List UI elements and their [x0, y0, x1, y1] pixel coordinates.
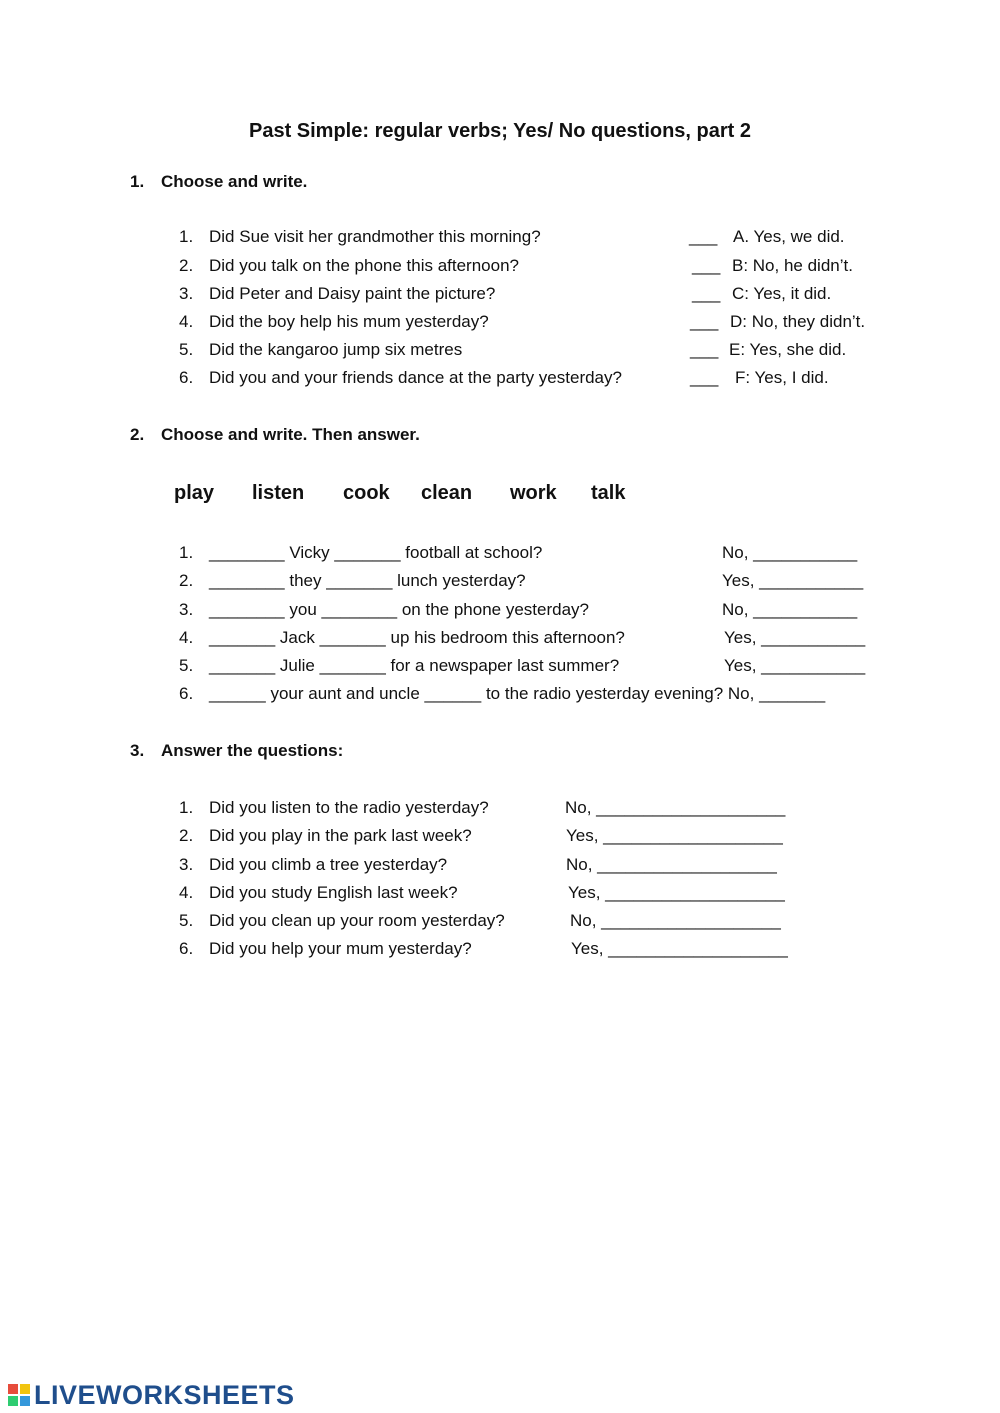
- answer-blank[interactable]: Yes, ___________: [722, 571, 864, 590]
- match-blank[interactable]: ___: [690, 368, 719, 387]
- word-bank-item: cook: [343, 482, 390, 504]
- word-bank-item: clean: [421, 482, 473, 504]
- answer-blank[interactable]: Yes, ___________: [724, 656, 866, 675]
- worksheet-page: Past Simple: regular verbs; Yes/ No questions, part 2 1. Choose and write. 1. Did Sue visit her grandmother this morning? ___ A. Yes, we did. 2. Did you talk on the phone this afternoon? ___ B: No, he didn’t. 3. Did Peter and Daisy paint the picture? ___ C: Yes, it did. 4. Did the boy help his mum yesterday? ___ D: No, they didn’t. 5. Did the kangaroo jump six metres ___ E: Yes, she did. 6. Did you and your friends dance at the party yesterday? ___ F: Yes, I did. 2. Choose and write. Then answer. play listen cook clean work talk 1. ________ Vicky _______ football at school? No, ___________ 2. ________ they _______ lunch yesterday? Yes, ___________ 3. ________ you ________ on the phone yesterday? No, ___________ 4. _______ Jack _______ up his bedroom this afternoon? Yes, ___________ 5. _______ Julie _______ for a newspaper last summer? Yes, ___________ 6. ______ your aunt and uncle ______ to the radio yesterday evening? No, _______ 3. Answer the questions: 1. Did you listen to the radio yesterday? No, ____________________ 2. Did you play in the park last week? Yes, ___________________ 3. Did you climb a tree yesterday? No, ___________________ 4. Did you study English last week? Yes, ___________________ 5. Did you clean up your room yesterday? No, ___________________ 6. Did you help your mum yesterday? Yes, ___________________ LIVEWORKSHEETS: [0, 0, 1000, 1413]
- answer-option: A. Yes, we did.: [733, 227, 845, 246]
- answer-blank[interactable]: Yes, ___________________: [571, 939, 788, 958]
- logo-blocks-icon: [8, 1384, 30, 1406]
- answer-blank[interactable]: Yes, ___________________: [566, 826, 783, 845]
- answer-blank[interactable]: No, ___________________: [566, 855, 777, 874]
- match-blank[interactable]: ___: [689, 227, 718, 246]
- answer-blank[interactable]: No, ___________________: [570, 911, 781, 930]
- section-2-title: Choose and write. Then answer.: [161, 425, 420, 444]
- logo-text: LIVEWORKSHEETS: [34, 1379, 295, 1410]
- answer-option: D: No, they didn’t.: [730, 312, 866, 331]
- answer-option: E: Yes, she did.: [729, 340, 847, 359]
- answer-blank[interactable]: Yes, ___________: [724, 628, 866, 647]
- match-blank[interactable]: ___: [690, 312, 719, 331]
- answer-blank[interactable]: No, ___________: [722, 600, 858, 619]
- section-3-heading: [130, 741, 343, 761]
- answer-blank[interactable]: No, ___________: [722, 543, 858, 562]
- word-bank-item: listen: [252, 482, 305, 504]
- section-3-title: Answer the questions:: [161, 741, 344, 760]
- section-1-title: Choose and write.: [161, 172, 308, 191]
- answer-blank[interactable]: Yes, ___________________: [568, 883, 785, 902]
- section-2-number: 2.: [130, 425, 145, 444]
- page-title: Past Simple: regular verbs; Yes/ No questions, part 2: [248, 120, 752, 142]
- liveworksheets-logo: [8, 1380, 295, 1410]
- answer-option: F: Yes, I did.: [735, 368, 829, 387]
- word-bank-item: work: [510, 482, 557, 504]
- match-blank[interactable]: ___: [692, 256, 721, 275]
- word-bank-item: talk: [591, 482, 626, 504]
- answer-option: C: Yes, it did.: [732, 284, 832, 303]
- answer-blank[interactable]: No, ____________________: [565, 798, 786, 817]
- section-2-heading: [130, 425, 420, 445]
- match-blank[interactable]: ___: [692, 284, 721, 303]
- section-1-number: 1.: [130, 172, 145, 191]
- match-blank[interactable]: ___: [690, 340, 719, 359]
- word-bank-item: play: [174, 482, 215, 504]
- section-1-heading: [130, 172, 307, 192]
- answer-option: B: No, he didn’t.: [732, 256, 853, 275]
- section-3-number: 3.: [130, 741, 145, 760]
